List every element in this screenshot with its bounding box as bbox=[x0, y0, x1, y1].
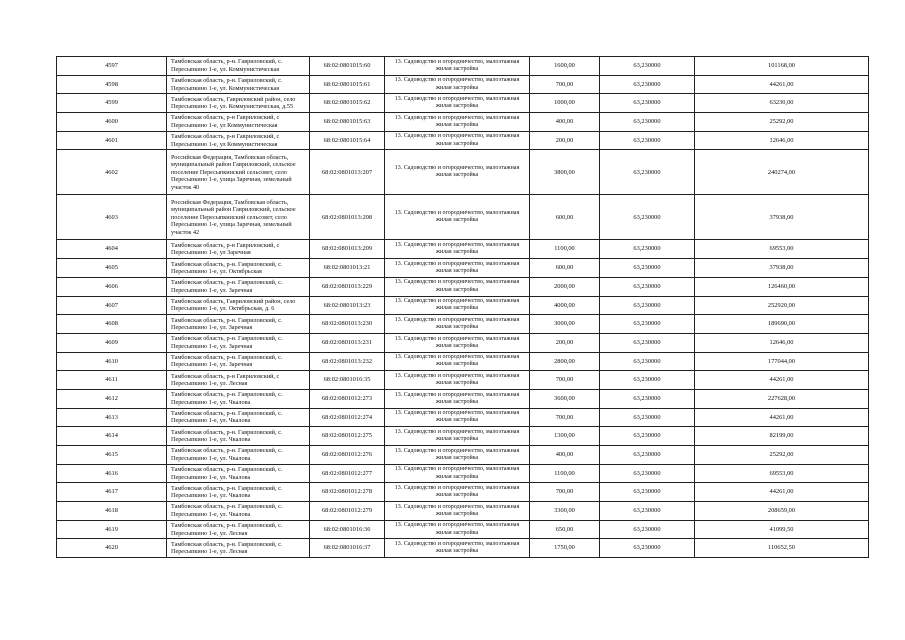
cadastral-value-cell: 37938,00 bbox=[695, 195, 869, 240]
specific-value-cell: 63,230000 bbox=[600, 131, 695, 150]
cadastral-value-cell: 25292,00 bbox=[695, 113, 869, 132]
address-cell: Тамбовская область, р-н. Гавриловский, с. Пересыпкино 1-е, ул. Чкалова bbox=[167, 427, 310, 446]
cadastral-value-cell: 69553,00 bbox=[695, 464, 869, 483]
cadastral-number-cell: 68:02:0801013:207 bbox=[310, 150, 385, 195]
cadastral-value-cell: 240274,00 bbox=[695, 150, 869, 195]
specific-value-cell: 63,230000 bbox=[600, 195, 695, 240]
row-number-cell: 4603 bbox=[57, 195, 167, 240]
cadastral-number-cell: 68:02:0801015:61 bbox=[310, 75, 385, 94]
table-row bbox=[57, 446, 869, 465]
cadastral-value-cell: 44261,00 bbox=[695, 408, 869, 427]
cadastral-value-cell: 41099,50 bbox=[695, 520, 869, 539]
area-cell: 1300,00 bbox=[530, 427, 600, 446]
row-number-cell: 4605 bbox=[57, 259, 167, 278]
address-cell: Тамбовская область, р-н. Гавриловский, с. Пересыпкино 1-е, ул. Заречная bbox=[167, 333, 310, 352]
row-number-cell: 4597 bbox=[57, 57, 167, 76]
land-use-cell: 13. Садоводство и огородничество, малоэтажная жилая застройка bbox=[385, 483, 530, 502]
land-use-cell: 13. Садоводство и огородничество, малоэтажная жилая застройка bbox=[385, 464, 530, 483]
cadastral-number-cell: 68:02:0801013:230 bbox=[310, 315, 385, 334]
row-number-cell: 4598 bbox=[57, 75, 167, 94]
area-cell: 200,00 bbox=[530, 131, 600, 150]
table-row bbox=[57, 389, 869, 408]
land-use-cell: 13. Садоводство и огородничество, малоэтажная жилая застройка bbox=[385, 333, 530, 352]
row-number-cell: 4620 bbox=[57, 539, 167, 558]
table-row bbox=[57, 539, 869, 558]
row-number-cell: 4606 bbox=[57, 277, 167, 296]
cadastral-value-cell: 12646,00 bbox=[695, 131, 869, 150]
row-number-cell: 4612 bbox=[57, 389, 167, 408]
land-use-cell: 13. Садоводство и огородничество, малоэтажная жилая застройка bbox=[385, 259, 530, 278]
land-use-cell: 13. Садоводство и огородничество, малоэтажная жилая застройка bbox=[385, 277, 530, 296]
cadastral-value-cell: 12646,00 bbox=[695, 333, 869, 352]
area-cell: 3300,00 bbox=[530, 502, 600, 521]
specific-value-cell: 63,230000 bbox=[600, 446, 695, 465]
address-cell: Тамбовская область, р-н. Гавриловский, с. Пересыпкино 1-е, ул. Чкалова bbox=[167, 389, 310, 408]
area-cell: 400,00 bbox=[530, 446, 600, 465]
land-use-cell: 13. Садоводство и огородничество, малоэтажная жилая застройка bbox=[385, 131, 530, 150]
address-cell: Тамбовская область, р-н. Гавриловский, с. Пересыпкино 1-е, ул. Чкалова bbox=[167, 502, 310, 521]
table-row bbox=[57, 502, 869, 521]
table-row bbox=[57, 520, 869, 539]
land-use-cell: 13. Садоводство и огородничество, малоэтажная жилая застройка bbox=[385, 371, 530, 390]
area-cell: 1600,00 bbox=[530, 57, 600, 76]
land-use-cell: 13. Садоводство и огородничество, малоэтажная жилая застройка bbox=[385, 75, 530, 94]
specific-value-cell: 63,230000 bbox=[600, 464, 695, 483]
area-cell: 1000,00 bbox=[530, 94, 600, 113]
cadastral-number-cell: 68:02:0801013:209 bbox=[310, 240, 385, 259]
land-use-cell: 13. Садоводство и огородничество, малоэтажная жилая застройка bbox=[385, 539, 530, 558]
cadastral-value-cell: 101168,00 bbox=[695, 57, 869, 76]
specific-value-cell: 63,230000 bbox=[600, 333, 695, 352]
specific-value-cell: 63,230000 bbox=[600, 408, 695, 427]
cadastral-number-cell: 68:02:0801013:23 bbox=[310, 296, 385, 315]
table-row bbox=[57, 94, 869, 113]
area-cell: 1100,00 bbox=[530, 464, 600, 483]
table-row bbox=[57, 150, 869, 195]
specific-value-cell: 63,230000 bbox=[600, 94, 695, 113]
cadastral-number-cell: 68:02:0801013:232 bbox=[310, 352, 385, 371]
area-cell: 700,00 bbox=[530, 371, 600, 390]
cadastral-number-cell: 68:02:0801012:273 bbox=[310, 389, 385, 408]
cadastral-value-cell: 44261,00 bbox=[695, 75, 869, 94]
address-cell: Тамбовская область, р-н. Гавриловский, с. Пересыпкино 1-е, ул. Заречная bbox=[167, 315, 310, 334]
table-row bbox=[57, 240, 869, 259]
address-cell: Тамбовская область, Гавриловский район, село Пересыпкино 1-е, ул. Октябрьская, д. 6 bbox=[167, 296, 310, 315]
land-use-cell: 13. Садоводство и огородничество, малоэтажная жилая застройка bbox=[385, 113, 530, 132]
land-use-cell: 13. Садоводство и огородничество, малоэтажная жилая застройка bbox=[385, 195, 530, 240]
cadastral-number-cell: 68:02:0801012:276 bbox=[310, 446, 385, 465]
row-number-cell: 4602 bbox=[57, 150, 167, 195]
land-use-cell: 13. Садоводство и огородничество, малоэтажная жилая застройка bbox=[385, 502, 530, 521]
table-row bbox=[57, 333, 869, 352]
cadastral-number-cell: 68:02:0801013:208 bbox=[310, 195, 385, 240]
address-cell: Тамбовская область, р-н. Гавриловский, с. Пересыпкино 1-е, ул. Октябрьская bbox=[167, 259, 310, 278]
row-number-cell: 4618 bbox=[57, 502, 167, 521]
specific-value-cell: 63,230000 bbox=[600, 315, 695, 334]
land-use-cell: 13. Садоводство и огородничество, малоэтажная жилая застройка bbox=[385, 427, 530, 446]
address-cell: Тамбовская область, р-н. Гавриловский, с. Пересыпкино 1-е, ул. Лесная bbox=[167, 520, 310, 539]
table-row bbox=[57, 427, 869, 446]
specific-value-cell: 63,230000 bbox=[600, 389, 695, 408]
row-number-cell: 4613 bbox=[57, 408, 167, 427]
specific-value-cell: 63,230000 bbox=[600, 240, 695, 259]
area-cell: 1100,00 bbox=[530, 240, 600, 259]
row-number-cell: 4616 bbox=[57, 464, 167, 483]
cadastral-value-cell: 110652,50 bbox=[695, 539, 869, 558]
table-row bbox=[57, 483, 869, 502]
area-cell: 3600,00 bbox=[530, 389, 600, 408]
land-use-cell: 13. Садоводство и огородничество, малоэтажная жилая застройка bbox=[385, 520, 530, 539]
specific-value-cell: 63,230000 bbox=[600, 296, 695, 315]
specific-value-cell: 63,230000 bbox=[600, 539, 695, 558]
row-number-cell: 4600 bbox=[57, 113, 167, 132]
address-cell: Российская Федерация, Тамбовская область, муниципальный район Гавриловский, сельское поселение Пересыпкинский сельсовет, село Пересыпкино 1-е, улица Заречная, земельный участок 40 bbox=[167, 150, 310, 195]
table-row bbox=[57, 296, 869, 315]
address-cell: Тамбовская область, р-н. Гавриловский, с. Пересыпкино 1-е, ул. Чкалова bbox=[167, 483, 310, 502]
land-use-cell: 13. Садоводство и огородничество, малоэтажная жилая застройка bbox=[385, 240, 530, 259]
row-number-cell: 4615 bbox=[57, 446, 167, 465]
cadastral-value-cell: 126460,00 bbox=[695, 277, 869, 296]
cadastral-number-cell: 68:02:0801015:64 bbox=[310, 131, 385, 150]
address-cell: Тамбовская область, р-н. Гавриловский, с. Пересыпкино 1-е, ул. Чкалова bbox=[167, 446, 310, 465]
area-cell: 2000,00 bbox=[530, 277, 600, 296]
table-row bbox=[57, 408, 869, 427]
land-use-cell: 13. Садоводство и огородничество, малоэтажная жилая застройка bbox=[385, 389, 530, 408]
specific-value-cell: 63,230000 bbox=[600, 75, 695, 94]
address-cell: Тамбовская область, р-н Гавриловский, с Пересыпкино 1-е, ул. Лесная bbox=[167, 371, 310, 390]
table-row bbox=[57, 371, 869, 390]
address-cell: Тамбовская область, Гавриловский район, село Пересыпкино 1-е, ул. Коммунистическая, д.55 bbox=[167, 94, 310, 113]
row-number-cell: 4617 bbox=[57, 483, 167, 502]
area-cell: 650,00 bbox=[530, 520, 600, 539]
cadastral-number-cell: 68:02:0801012:278 bbox=[310, 483, 385, 502]
area-cell: 700,00 bbox=[530, 75, 600, 94]
table-row bbox=[57, 113, 869, 132]
row-number-cell: 4614 bbox=[57, 427, 167, 446]
land-use-cell: 13. Садоводство и огородничество, малоэтажная жилая застройка bbox=[385, 446, 530, 465]
address-cell: Тамбовская область, р-н. Гавриловский, с. Пересыпкино 1-е, ул. Лесная bbox=[167, 539, 310, 558]
land-use-cell: 13. Садоводство и огородничество, малоэтажная жилая застройка bbox=[385, 94, 530, 113]
address-cell: Тамбовская область, р-н Гавриловский, с Пересыпкино 1-е, ул Коммунистическая bbox=[167, 131, 310, 150]
specific-value-cell: 63,230000 bbox=[600, 352, 695, 371]
row-number-cell: 4610 bbox=[57, 352, 167, 371]
area-cell: 600,00 bbox=[530, 195, 600, 240]
cadastral-number-cell: 68:02:0801012:275 bbox=[310, 427, 385, 446]
specific-value-cell: 63,230000 bbox=[600, 150, 695, 195]
specific-value-cell: 63,230000 bbox=[600, 57, 695, 76]
area-cell: 700,00 bbox=[530, 483, 600, 502]
specific-value-cell: 63,230000 bbox=[600, 371, 695, 390]
cadastral-number-cell: 68:02:0801016:36 bbox=[310, 520, 385, 539]
address-cell: Тамбовская область, р-н. Гавриловский, с. Пересыпкино 1-е, ул. Чкалова bbox=[167, 408, 310, 427]
specific-value-cell: 63,230000 bbox=[600, 483, 695, 502]
area-cell: 400,00 bbox=[530, 113, 600, 132]
row-number-cell: 4609 bbox=[57, 333, 167, 352]
cadastral-number-cell: 68:02:0801016:35 bbox=[310, 371, 385, 390]
cadastral-number-cell: 68:02:0801016:37 bbox=[310, 539, 385, 558]
address-cell: Тамбовская область, р-н. Гавриловский, с. Пересыпкино 1-е, ул. Заречная bbox=[167, 352, 310, 371]
cadastral-number-cell: 68:02:0801012:274 bbox=[310, 408, 385, 427]
specific-value-cell: 63,230000 bbox=[600, 520, 695, 539]
cadastral-number-cell: 68:02:0801013:21 bbox=[310, 259, 385, 278]
cadastral-value-cell: 25292,00 bbox=[695, 446, 869, 465]
table-row bbox=[57, 464, 869, 483]
cadastral-value-cell: 227628,00 bbox=[695, 389, 869, 408]
area-cell: 200,00 bbox=[530, 333, 600, 352]
land-use-cell: 13. Садоводство и огородничество, малоэтажная жилая застройка bbox=[385, 57, 530, 76]
specific-value-cell: 63,230000 bbox=[600, 427, 695, 446]
table-row bbox=[57, 352, 869, 371]
row-number-cell: 4608 bbox=[57, 315, 167, 334]
specific-value-cell: 63,230000 bbox=[600, 277, 695, 296]
cadastral-number-cell: 68:02:0801013:231 bbox=[310, 333, 385, 352]
cadastral-value-cell: 63230,00 bbox=[695, 94, 869, 113]
address-cell: Тамбовская область, р-н. Гавриловский, с. Пересыпкино 1-е, ул. Коммунистическая bbox=[167, 75, 310, 94]
land-use-cell: 13. Садоводство и огородничество, малоэтажная жилая застройка bbox=[385, 408, 530, 427]
table-row bbox=[57, 195, 869, 240]
cadastral-value-cell: 44261,00 bbox=[695, 483, 869, 502]
cadastral-value-cell: 37938,00 bbox=[695, 259, 869, 278]
land-use-cell: 13. Садоводство и огородничество, малоэтажная жилая застройка bbox=[385, 150, 530, 195]
cadastral-value-cell: 177044,00 bbox=[695, 352, 869, 371]
address-cell: Тамбовская область, р-н. Гавриловский, с. Пересыпкино 1-е, ул. Чкалова bbox=[167, 464, 310, 483]
row-number-cell: 4611 bbox=[57, 371, 167, 390]
row-number-cell: 4607 bbox=[57, 296, 167, 315]
cadastral-value-cell: 82199,00 bbox=[695, 427, 869, 446]
table-row bbox=[57, 315, 869, 334]
table-row bbox=[57, 259, 869, 278]
cadastral-number-cell: 68:02:0801012:277 bbox=[310, 464, 385, 483]
area-cell: 2800,00 bbox=[530, 352, 600, 371]
cadastral-value-cell: 208659,00 bbox=[695, 502, 869, 521]
land-use-cell: 13. Садоводство и огородничество, малоэтажная жилая застройка bbox=[385, 315, 530, 334]
cadastral-number-cell: 68:02:0801015:63 bbox=[310, 113, 385, 132]
cadastral-number-cell: 68:02:0801015:62 bbox=[310, 94, 385, 113]
table-row bbox=[57, 57, 869, 76]
table-row bbox=[57, 277, 869, 296]
row-number-cell: 4619 bbox=[57, 520, 167, 539]
row-number-cell: 4599 bbox=[57, 94, 167, 113]
area-cell: 3000,00 bbox=[530, 315, 600, 334]
area-cell: 1750,00 bbox=[530, 539, 600, 558]
address-cell: Тамбовская область, р-н. Гавриловский, с. Пересыпкино 1-е, ул. Коммунистическая bbox=[167, 57, 310, 76]
cadastral-value-cell: 69553,00 bbox=[695, 240, 869, 259]
area-cell: 700,00 bbox=[530, 408, 600, 427]
area-cell: 4000,00 bbox=[530, 296, 600, 315]
row-number-cell: 4601 bbox=[57, 131, 167, 150]
cadastral-value-cell: 252920,00 bbox=[695, 296, 869, 315]
table-row bbox=[57, 131, 869, 150]
address-cell: Тамбовская область, р-н Гавриловский, с Пересыпкино 1-е, ул Заречная bbox=[167, 240, 310, 259]
cadastral-number-cell: 68:02:0801012:279 bbox=[310, 502, 385, 521]
row-number-cell: 4604 bbox=[57, 240, 167, 259]
cadastral-number-cell: 68:02:0801015:60 bbox=[310, 57, 385, 76]
cadastral-number-cell: 68:02:0801013:229 bbox=[310, 277, 385, 296]
cadastral-value-table bbox=[56, 56, 869, 558]
area-cell: 600,00 bbox=[530, 259, 600, 278]
address-cell: Тамбовская область, р-н Гавриловский, с Пересыпкино 1-е, ул Коммунистическая bbox=[167, 113, 310, 132]
specific-value-cell: 63,230000 bbox=[600, 259, 695, 278]
specific-value-cell: 63,230000 bbox=[600, 502, 695, 521]
address-cell: Российская Федерация, Тамбовская область, муниципальный район Гавриловский, сельское поселение Пересыпкинский сельсовет, село Пересыпкино 1-е, улица Заречная, земельный участок 42 bbox=[167, 195, 310, 240]
table-row bbox=[57, 75, 869, 94]
specific-value-cell: 63,230000 bbox=[600, 113, 695, 132]
cadastral-value-cell: 44261,00 bbox=[695, 371, 869, 390]
area-cell: 3800,00 bbox=[530, 150, 600, 195]
land-use-cell: 13. Садоводство и огородничество, малоэтажная жилая застройка bbox=[385, 296, 530, 315]
address-cell: Тамбовская область, р-н. Гавриловский, с. Пересыпкино 1-е, ул. Заречная bbox=[167, 277, 310, 296]
land-use-cell: 13. Садоводство и огородничество, малоэтажная жилая застройка bbox=[385, 352, 530, 371]
cadastral-value-cell: 189690,00 bbox=[695, 315, 869, 334]
